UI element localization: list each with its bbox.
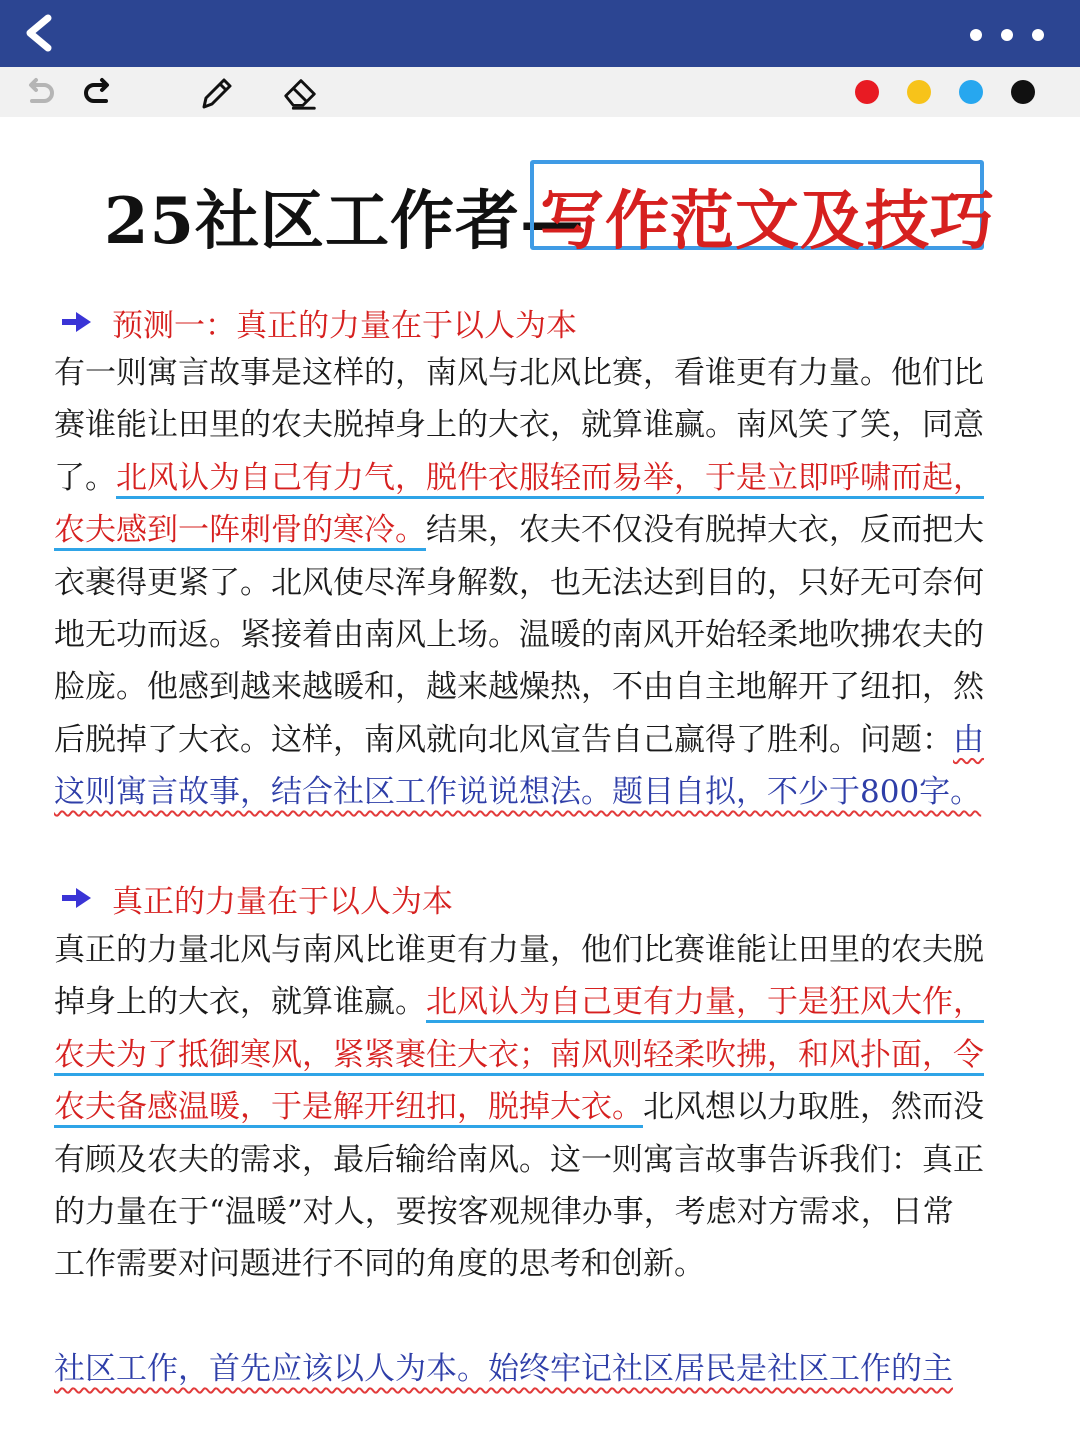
section-1-body (54, 347, 1024, 819)
top-bar (0, 0, 1080, 68)
section-2-body (54, 924, 1024, 1291)
undo-icon (22, 75, 58, 111)
text-line: 地无功而返。紧接着由南风上场。温暖的南风开始轻柔地吹拂农夫的 (54, 616, 984, 653)
section-3-body (54, 1343, 1024, 1395)
text-line: 脸庞。他感到越来越暖和，越来越燥热，不由自主地解开了纽扣，然 (54, 669, 984, 706)
eraser-tool-button[interactable] (280, 73, 320, 113)
more-dot-icon (1032, 29, 1044, 41)
text-span: 掉身上的大衣，就算谁赢。 (54, 984, 426, 1021)
more-dot-icon (1001, 29, 1013, 41)
chevron-left-icon (14, 8, 64, 58)
more-dot-icon (970, 29, 982, 41)
back-button[interactable] (14, 8, 64, 58)
question-text: 这则寓言故事，结合社区工作说说想法。题目自拟，不少于800字。 (54, 774, 982, 811)
text-span: 后脱掉了大衣。这样，南风就向北风宣告自己赢得了胜利。问题： (54, 721, 953, 758)
text-line (54, 452, 1024, 504)
section-1-heading-text: 预测一：真正的力量在于以人为本 (112, 307, 577, 344)
text-line: 工作需要对问题进行不同的角度的思考和创新。 (54, 1246, 705, 1283)
highlighted-text: 农夫为了抵御寒风，紧紧裹住大衣；南风则轻柔吹拂，和风扑面，令 (54, 1036, 984, 1073)
text-span: 结果，农夫不仅没有脱掉大衣，反而把大 (426, 512, 984, 549)
pen-tool-button[interactable] (196, 73, 236, 113)
color-black-swatch[interactable] (1011, 80, 1035, 104)
color-yellow-swatch[interactable] (907, 80, 931, 104)
highlighted-text: 北风认为自己更有力量，于是狂风大作， (426, 984, 984, 1021)
text-span: 了。 (54, 459, 116, 496)
text-span: 北风想以力取胜，然而没 (643, 1089, 984, 1126)
highlighted-text: 社区工作，首先应该以人为本。始终牢记社区居民是社区工作的主 (54, 1351, 953, 1387)
eraser-icon (280, 72, 320, 114)
arrow-right-icon (62, 310, 92, 334)
text-line: 衣裹得更紧了。北风使尽浑身解数，也无法达到目的，只好无可奈何 (54, 564, 984, 601)
arrow-right-icon (62, 886, 92, 910)
section-2-heading-text: 真正的力量在于以人为本 (112, 883, 453, 920)
color-blue-swatch[interactable] (959, 80, 983, 104)
highlighted-text: 北风认为自己有力气，脱件衣服轻而易举，于是立即呼啸而起， (116, 459, 984, 496)
text-line (54, 766, 1024, 818)
section-2-heading (62, 873, 453, 923)
pencil-icon (196, 73, 236, 113)
redo-icon (80, 75, 116, 111)
text-line (54, 1081, 1024, 1133)
text-line: 有一则寓言故事是这样的，南风与北风比赛，看谁更有力量。他们比 (54, 355, 984, 391)
text-line: 的力量在于“温暖”对人，要按客观规律办事，考虑对方需求，日常 (54, 1193, 954, 1230)
title-part-1: 25社区工作者— (104, 184, 586, 259)
title-part-2: 写作范文及技巧 (540, 184, 995, 259)
highlighted-text: 农夫备感温暖，于是解开纽扣，脱掉大衣。 (54, 1089, 643, 1126)
text-line: 赛谁能让田里的农夫脱掉身上的大衣，就算谁赢。南风笑了笑，同意 (54, 407, 984, 444)
text-line: 真正的力量北风与南风比谁更有力量，他们比赛谁能让田里的农夫脱 (54, 932, 984, 968)
color-red-swatch[interactable] (855, 80, 879, 104)
text-line (54, 1343, 1024, 1395)
question-text: 由 (953, 721, 984, 758)
more-options-button[interactable] (970, 22, 1044, 48)
text-line (54, 1029, 1024, 1081)
highlighted-text: 农夫感到一阵刺骨的寒冷。 (54, 512, 426, 549)
section-1-heading (62, 297, 577, 347)
page-title (0, 160, 1080, 260)
redo-button[interactable] (78, 73, 118, 113)
text-line (54, 976, 1024, 1028)
text-line (54, 504, 1024, 556)
undo-button[interactable] (20, 73, 60, 113)
text-line (54, 714, 1024, 766)
text-line: 有顾及农夫的需求，最后输给南风。这一则寓言故事告诉我们：真正 (54, 1141, 984, 1178)
